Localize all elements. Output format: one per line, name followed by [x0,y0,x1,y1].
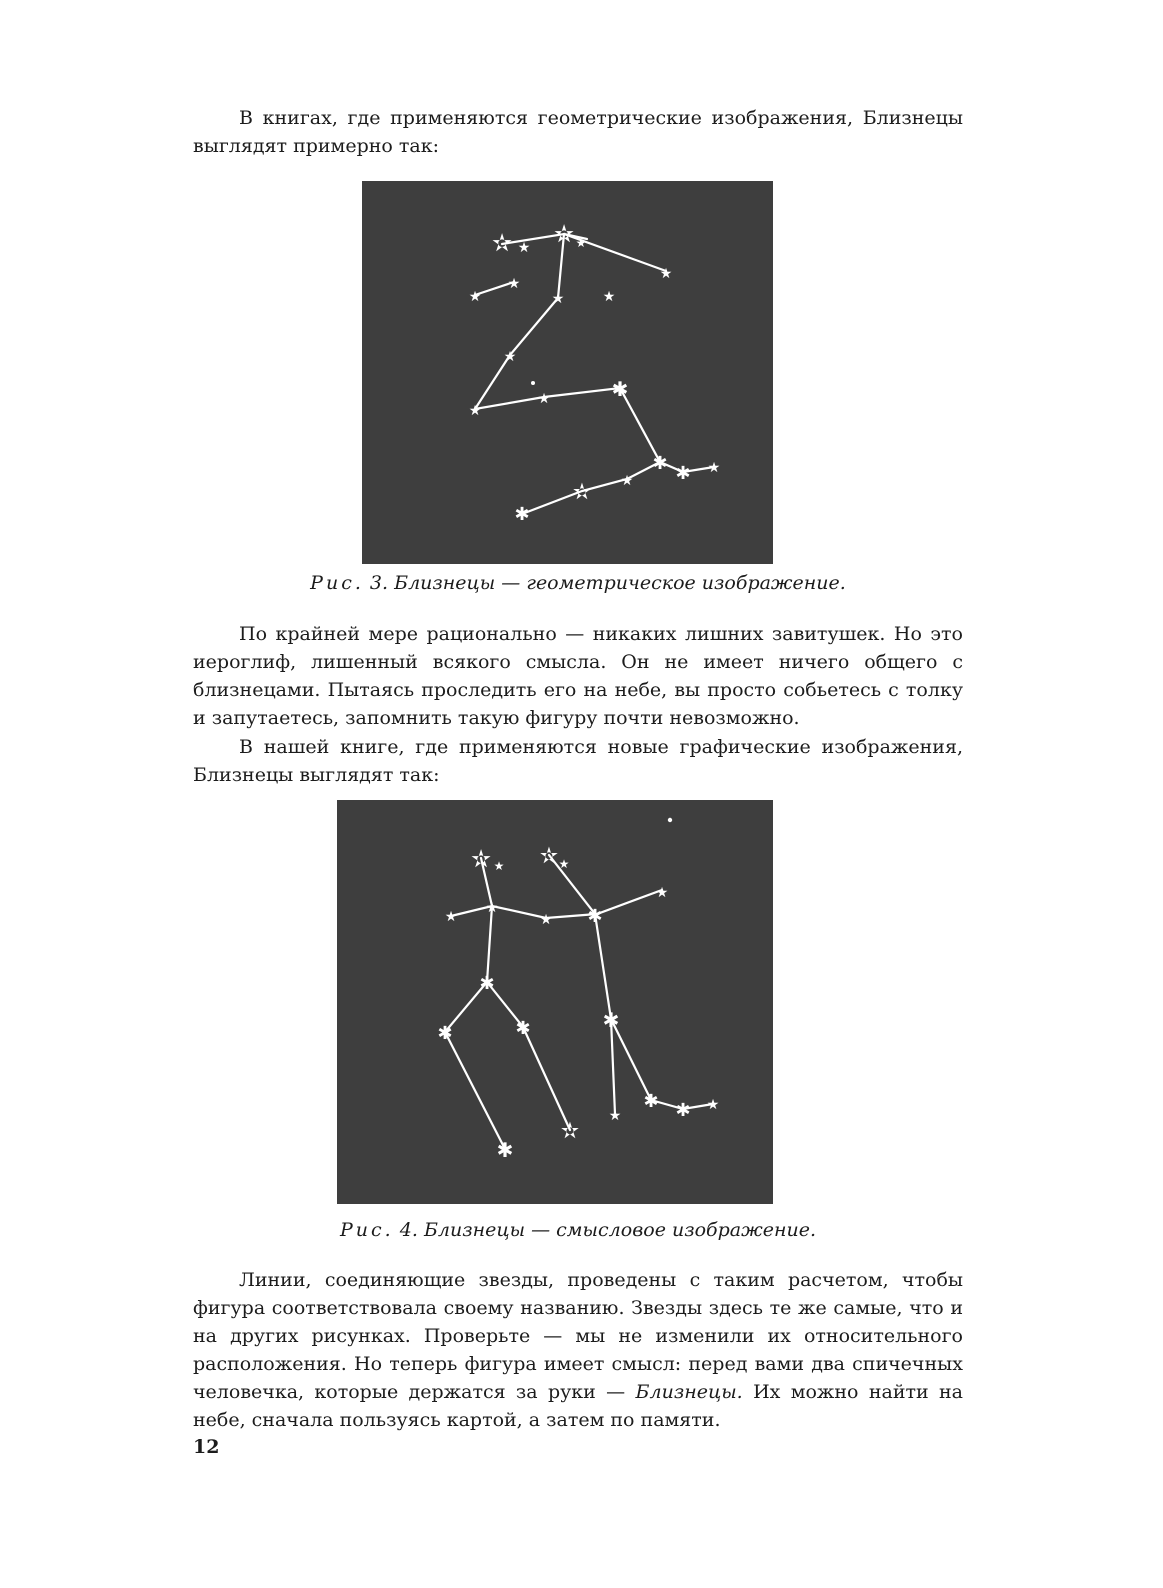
figure-4-caption [193,1217,963,1243]
star-pollux-icon: ✫ [553,220,575,248]
star-icon: ★ [575,236,587,250]
star-icon: ✱ [675,1100,691,1121]
figure-geometric-gemini [362,181,773,564]
caption-number: 3. [369,572,389,594]
star-icon: ✱ [437,1023,453,1044]
star-castor-icon: ✫ [491,229,513,257]
caption-label: Рис. [340,1219,394,1241]
star-icon: ★ [706,1097,720,1113]
paragraph-critique: По крайней мере рационально — никаких лишних завитушек. Но это иероглиф, лишенный всякого смысла. Он не имеет ничего общего с близнецами. Пытаясь проследить его на небе, вы просто собьетесь с толку и запутаетесь, запомнить такую фигуру почти невозможно. [193,623,963,729]
constellation-stars [437,818,719,1162]
caption-title: Близнецы — геометрическое изображение. [394,572,846,594]
caption-number: 4. [399,1219,418,1241]
star-icon: ★ [468,289,482,305]
star-icon: ★ [620,473,634,489]
star-icon: ✱ [611,377,629,401]
star-icon: ★ [468,403,482,419]
constellation-geometric-svg [362,181,773,564]
star-icon: ★ [507,276,521,292]
paragraph-explanation [193,1266,963,1434]
star-icon: ✱ [514,504,530,525]
star-icon: ✱ [602,1008,620,1032]
paragraph-text: Линии, соединяющие звезды, проведены с таким расчетом, чтобы фигура соответствовала своему названию. Звезды здесь те же самые, что и на других рисунках. Проверьте — мы не изменили их относительного расположения. Но теперь фигура имеет смысл: перед вами два спичечных человечка, которые держатся за руки — [193,1269,963,1403]
star-icon: ★ [539,912,553,928]
star-icon: ★ [655,885,669,901]
star-alhena-icon: ✫ [572,480,592,505]
star-icon: ✱ [479,973,495,994]
star-pollux-icon: ✫ [539,844,559,869]
page-number: 12 [193,1436,220,1458]
caption-title: Близнецы — смысловое изображение. [423,1219,816,1241]
paragraph-emphasis: Близнецы. [635,1381,743,1403]
star-icon: ★ [608,1108,622,1124]
constellation-meaningful-svg [337,800,773,1204]
star-icon: ✱ [496,1138,514,1162]
figure-3-caption [193,570,963,596]
caption-label: Рис. [310,572,364,594]
star-icon: ★ [503,349,517,365]
star-icon: ★ [551,291,565,307]
star-icon: ★ [558,857,570,871]
star-icon: ✱ [515,1018,531,1039]
star-icon: ★ [517,240,531,256]
star-icon: ✱ [652,453,668,474]
star-icon: ★ [707,460,721,476]
star-icon: ✱ [587,906,603,927]
star-icon: ★ [493,859,505,873]
star-icon: ★ [444,909,458,925]
paragraph-text: Их можно найти на небе, сначала пользуясь картой, а затем по памяти. [193,1381,964,1431]
faint-star-icon [668,818,672,822]
constellation-stars [469,220,721,525]
star-icon: ✱ [643,1091,659,1112]
star-icon: ✱ [675,463,691,484]
faint-star-icon [531,381,535,385]
star-castor-icon: ✫ [470,845,492,873]
figure-meaningful-gemini [337,800,773,1204]
star-icon: ★ [537,391,551,407]
star-alhena-icon: ✫ [560,1119,580,1144]
paragraph-our-book: В нашей книге, где применяются новые графические изображения, Близнецы выглядят так: [193,736,963,786]
paragraph-intro: В книгах, где применяются геометрические изображения, Близнецы выглядят примерно так: [193,107,963,157]
star-icon: ★ [602,289,616,305]
star-icon: ★ [485,900,499,916]
star-icon: ★ [659,266,673,282]
